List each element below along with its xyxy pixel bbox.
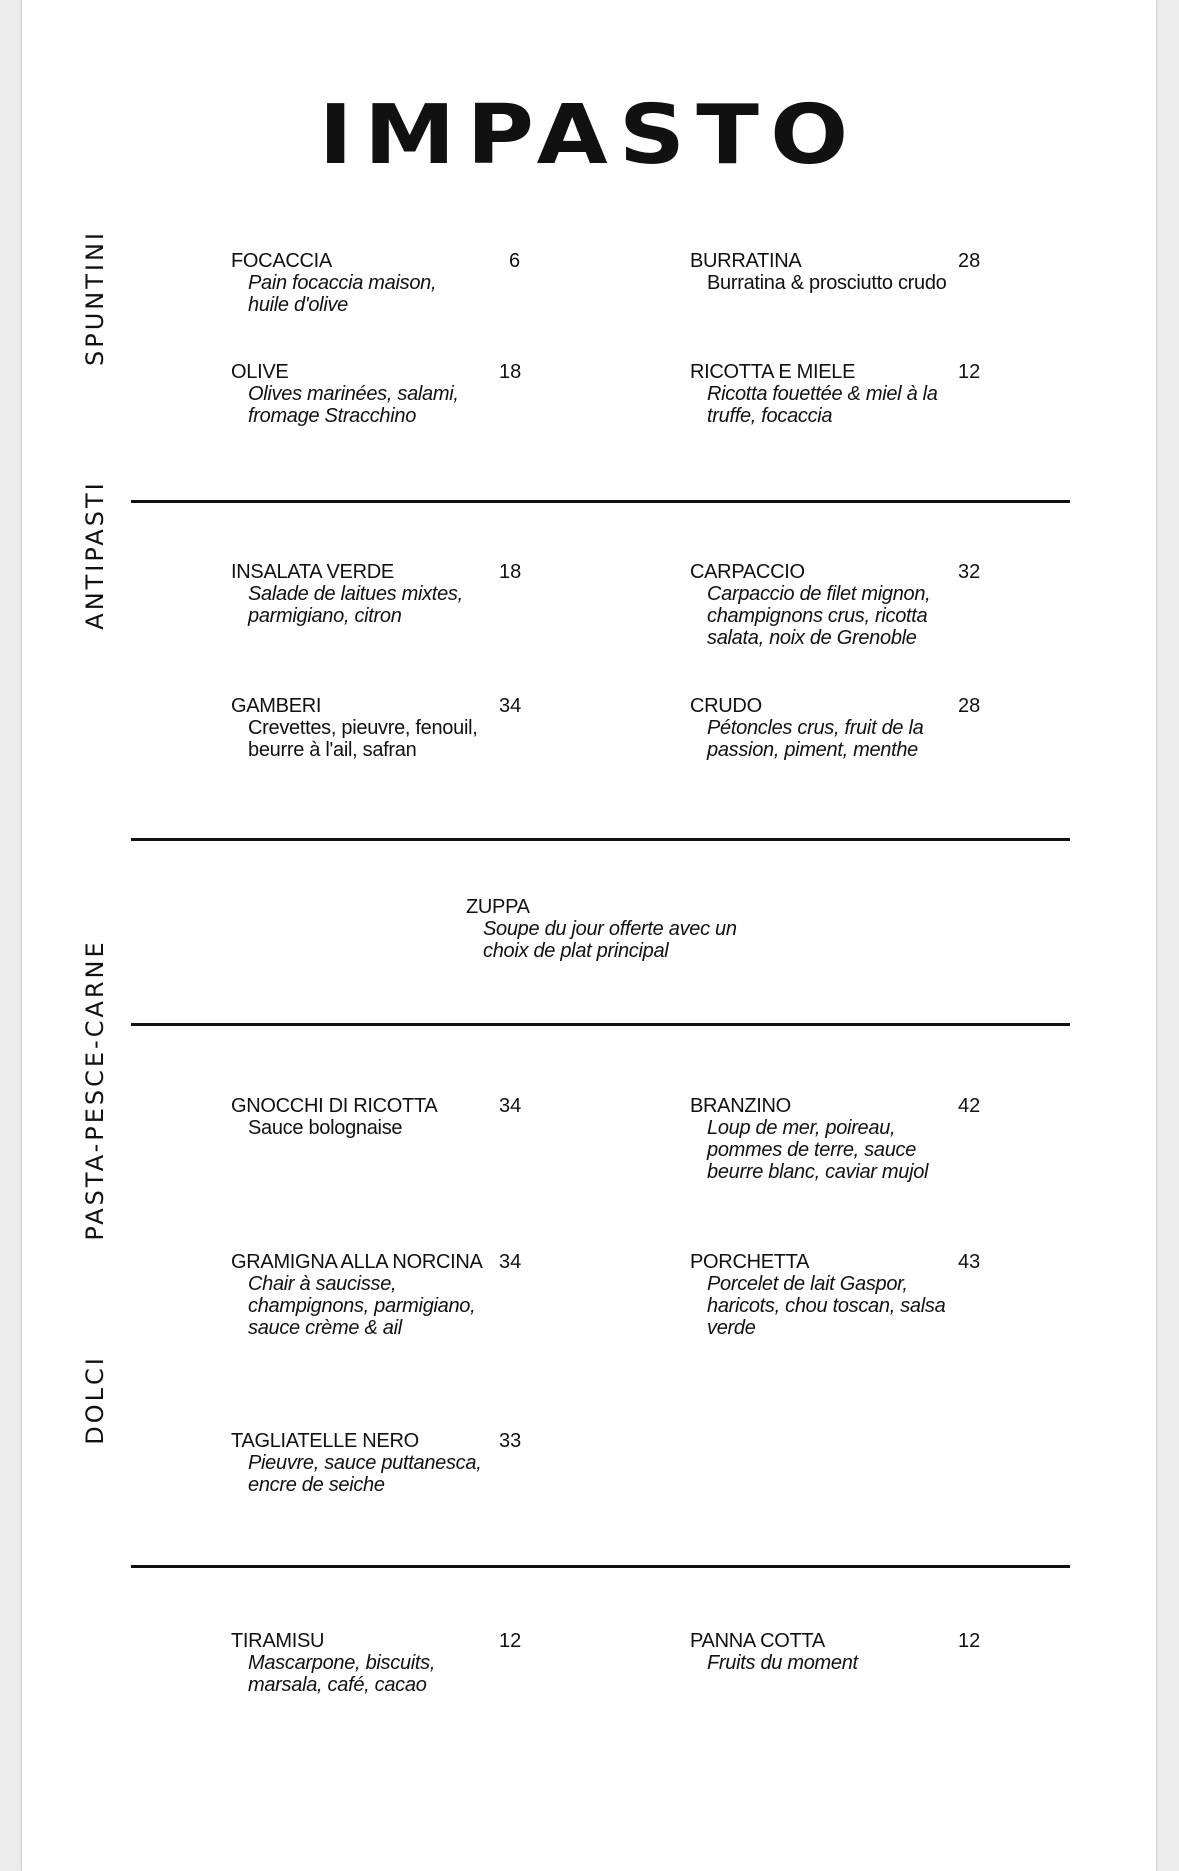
item-price: 34: [499, 1251, 522, 1273]
item-desc-line: Pétoncles crus, fruit de la: [707, 717, 924, 739]
item-desc-line: Pieuvre, sauce puttanesca,: [248, 1452, 482, 1474]
item-desc-line: Olives marinées, salami,: [248, 383, 459, 405]
item-desc-line: parmigiano, citron: [248, 605, 402, 627]
item-desc-line: fromage Stracchino: [248, 405, 417, 427]
item-name: FOCACCIA: [231, 250, 332, 272]
item-desc-line: Carpaccio de filet mignon,: [707, 583, 931, 605]
item-desc-line: champignons, parmigiano,: [248, 1295, 476, 1317]
menu-item-branzino: [690, 1095, 990, 1183]
item-desc-line: Salade de laitues mixtes,: [248, 583, 463, 605]
item-price: 18: [499, 361, 522, 383]
item-price: 32: [958, 561, 981, 583]
menu-item-zuppa: [466, 896, 786, 962]
item-name: ZUPPA: [466, 896, 530, 918]
item-price: 34: [499, 695, 522, 717]
item-name: GRAMIGNA ALLA NORCINA: [231, 1251, 483, 1273]
item-price: 43: [958, 1251, 981, 1273]
section-label-dolci-text: DOLCI: [81, 1355, 109, 1445]
menu-item-porchetta: [690, 1251, 990, 1339]
item-name: CRUDO: [690, 695, 762, 717]
menu-item-gamberi: [231, 695, 531, 761]
item-desc-line: huile d'olive: [248, 294, 348, 316]
item-name: TIRAMISU: [231, 1630, 325, 1652]
item-name: BURRATINA: [690, 250, 802, 272]
item-desc-line: Fruits du moment: [707, 1652, 858, 1674]
item-desc-line: Ricotta fouettée & miel à la: [707, 383, 938, 405]
menu-item-tagliatelle-nero: [231, 1430, 531, 1496]
item-name: INSALATA VERDE: [231, 561, 394, 583]
item-desc-line: Crevettes, pieuvre, fenouil,: [248, 717, 478, 739]
item-desc-line: beurre blanc, caviar mujol: [707, 1161, 929, 1183]
item-price: 34: [499, 1095, 522, 1117]
item-price: 12: [958, 1630, 981, 1652]
menu-item-olive: [231, 361, 531, 427]
item-price: 42: [958, 1095, 981, 1117]
item-desc-line: Soupe du jour offerte avec un: [483, 918, 737, 940]
item-desc-line: Loup de mer, poireau,: [707, 1117, 896, 1139]
item-desc-line: Chair à saucisse,: [248, 1273, 397, 1295]
item-desc-line: verde: [707, 1317, 756, 1339]
item-desc-line: encre de seiche: [248, 1474, 385, 1496]
item-desc-line: Burratina & prosciutto crudo: [707, 272, 947, 294]
item-name: TAGLIATELLE NERO: [231, 1430, 419, 1452]
item-desc-line: champignons crus, ricotta: [707, 605, 928, 627]
menu-item-focaccia: [231, 250, 531, 316]
menu-item-crudo: [690, 695, 990, 761]
item-desc-line: beurre à l'ail, safran: [248, 739, 417, 761]
item-name: PORCHETTA: [690, 1251, 810, 1273]
section-divider: [131, 1023, 1070, 1026]
item-desc-line: Sauce bolognaise: [248, 1117, 403, 1139]
menu-item-panna-cotta: [690, 1630, 990, 1674]
menu-item-carpaccio: [690, 561, 990, 649]
menu-item-ricotta-e-miele: [690, 361, 990, 427]
item-price: 6: [509, 250, 521, 272]
item-name: RICOTTA E MIELE: [690, 361, 856, 383]
item-price: 12: [499, 1630, 522, 1652]
item-name: GAMBERI: [231, 695, 322, 717]
item-name: CARPACCIO: [690, 561, 805, 583]
item-desc-line: sauce crème & ail: [248, 1317, 402, 1339]
item-desc-line: truffe, focaccia: [707, 405, 833, 427]
item-price: 28: [958, 250, 981, 272]
menu-item-burratina: [690, 250, 990, 294]
item-desc-line: passion, piment, menthe: [707, 739, 919, 761]
item-desc-line: Pain focaccia maison,: [248, 272, 437, 294]
item-price: 33: [499, 1430, 522, 1452]
section-divider: [131, 500, 1070, 503]
item-desc-line: marsala, café, cacao: [248, 1674, 427, 1696]
menu-item-gramigna-alla-norcina: [231, 1251, 531, 1339]
item-desc-line: salata, noix de Grenoble: [707, 627, 917, 649]
section-divider: [131, 1565, 1070, 1568]
item-price: 12: [958, 361, 981, 383]
section-label-main-text: PASTA-PESCE-CARNE: [81, 939, 109, 1241]
restaurant-title: IMPASTO: [318, 88, 860, 183]
item-desc-line: choix de plat principal: [483, 940, 669, 962]
menu-item-insalata-verde: [231, 561, 531, 627]
item-desc-line: Porcelet de lait Gaspor,: [707, 1273, 908, 1295]
section-label-antipasti-text: ANTIPASTI: [81, 480, 109, 630]
menu-item-tiramisu: [231, 1630, 531, 1696]
item-price: 18: [499, 561, 522, 583]
item-desc-line: pommes de terre, sauce: [707, 1139, 917, 1161]
item-name: BRANZINO: [690, 1095, 791, 1117]
item-price: 28: [958, 695, 981, 717]
item-name: GNOCCHI DI RICOTTA: [231, 1095, 438, 1117]
item-desc-line: haricots, chou toscan, salsa: [707, 1295, 946, 1317]
menu-page: [22, 0, 1156, 1871]
item-desc-line: Mascarpone, biscuits,: [248, 1652, 436, 1674]
section-label-spuntini-text: SPUNTINI: [81, 230, 109, 366]
menu-item-gnocchi-di-ricotta: [231, 1095, 531, 1139]
section-divider: [131, 838, 1070, 841]
item-name: PANNA COTTA: [690, 1630, 825, 1652]
item-name: OLIVE: [231, 361, 289, 383]
